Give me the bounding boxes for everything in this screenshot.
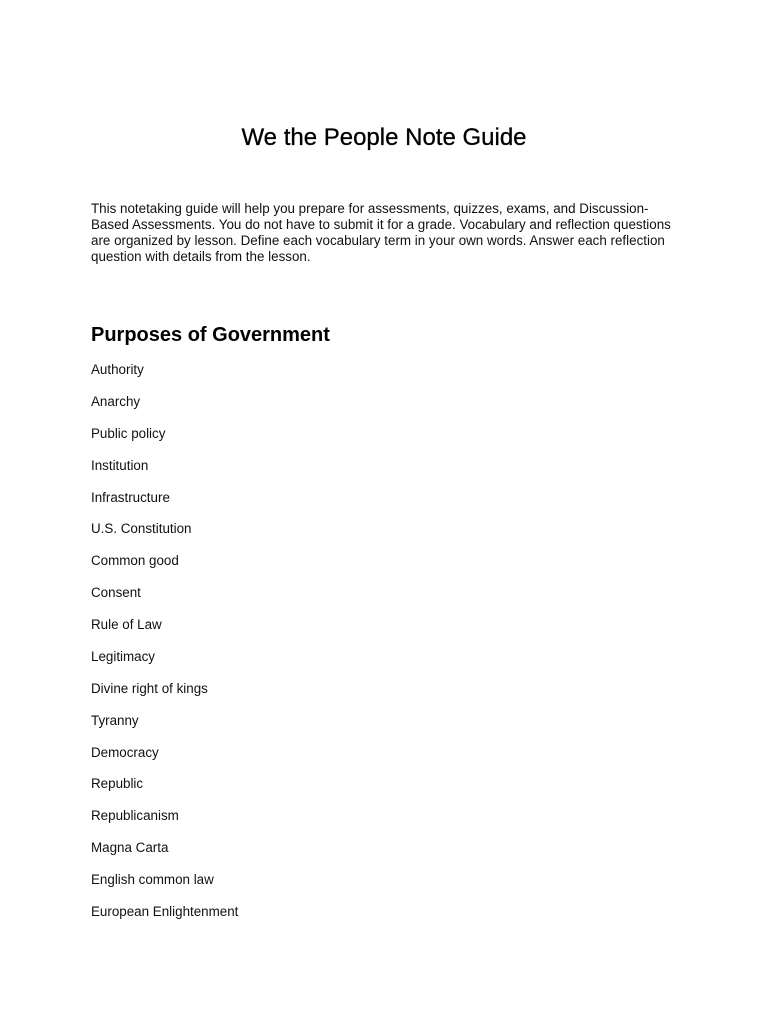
vocabulary-term: Magna Carta — [91, 840, 169, 856]
vocabulary-term: Democracy — [91, 744, 159, 760]
vocabulary-term: Legitimacy — [91, 648, 156, 664]
page-title: We the People Note Guide — [241, 124, 527, 151]
vocabulary-term: Divine right of kings — [91, 680, 208, 696]
vocabulary-term: Institution — [91, 457, 149, 473]
vocabulary-term: English common law — [91, 872, 214, 887]
vocabulary-term: Consent — [91, 585, 141, 601]
vocabulary-list — [91, 362, 238, 936]
vocabulary-term: Infrastructure — [91, 489, 170, 505]
vocabulary-term: Republic — [91, 776, 144, 792]
vocabulary-term: Public policy — [91, 425, 166, 441]
intro-paragraph: This notetaking guide will help you prepare for assessments, quizzes, exams, and Discussion-Based Assessments. You do not have to submit it for a grade. Vocabulary and reflection questions are organized by lesson. Define each vocabulary term in your own words. Answer each reflection question with details from the lesson. — [91, 201, 671, 264]
vocabulary-term: Anarchy — [91, 393, 141, 409]
vocabulary-term: Common good — [91, 553, 179, 569]
vocabulary-term: U.S. Constitution — [91, 521, 192, 537]
vocabulary-term: Authority — [91, 362, 144, 377]
vocabulary-term: European Enlightenment — [91, 903, 239, 919]
vocabulary-term: Republicanism — [91, 808, 179, 824]
vocabulary-term: Tyranny — [91, 712, 139, 728]
vocabulary-term: Rule of Law — [91, 617, 162, 632]
section-heading: Purposes of Government — [91, 324, 330, 346]
